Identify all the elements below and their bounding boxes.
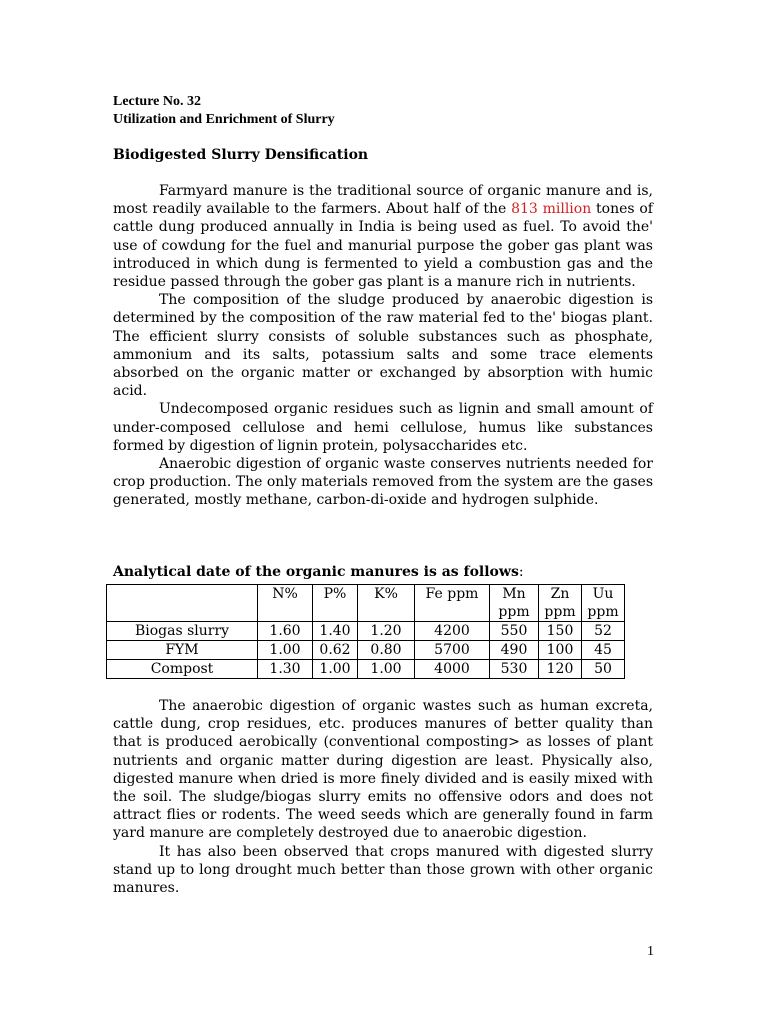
paragraph-3: Undecomposed organic residues such as lignin and small amount of under-composed cellulose and hemi cellulose, humus like substances formed by digestion of lignin protein, polysaccharides etc. [113,401,653,454]
lecture-header [113,93,335,129]
table-cell: Biogas slurry [107,622,258,641]
header-cell-fe: Fe ppm [415,585,490,622]
table-cell: 1.00 [258,641,313,660]
header-cell-name [107,585,258,622]
table-cell: 1.60 [258,622,313,641]
table-cell: 120 [539,660,582,679]
table-row [107,622,625,641]
table-header-row [107,585,625,622]
paragraph-5: The anaerobic digestion of organic wastes such as human excreta, cattle dung, crop residues, etc. produces manures of better quality than that is produced aerobically (conventional composting> as losses of plant nutrients and organic matter during digestion are least. Physically also, digested manure when dried is more finely divided and is easily mixed with the soil. The sludge/biogas slurry emits no offensive odors and does not attract flies or rodents. The weed seeds which are generally found in farm yard manure are completely destroyed due to anaerobic digestion. [113,698,653,842]
table-cell: 0.80 [358,641,415,660]
table-cell: 50 [582,660,625,679]
paragraph-1-part-b: tones of cattle dung produced annually in India is being used as fuel. To avoid the' use of cowdung for the fuel and manurial purpose the gober gas plant was introduced in which dung is fermented to yield a combustion gas and the residue passed through the gober gas plant is a manure rich in nutrients. [113,201,653,291]
table-cell: 150 [539,622,582,641]
header-cell-uu: Uu ppm [582,585,625,622]
page-number: 1 [647,944,654,959]
table-cell: 100 [539,641,582,660]
paragraph-1 [113,182,653,291]
table-cell: 4200 [415,622,490,641]
table-cell: 550 [490,622,539,641]
paragraph-6: It has also been observed that crops manured with digested slurry stand up to long drought much better than those grown with other organic manures. [113,843,653,897]
header-cell-p: P% [313,585,358,622]
table-cell: Compost [107,660,258,679]
table-caption-colon: : [518,564,524,580]
highlighted-figure: 813 million [511,201,592,218]
paragraph-4: Anaerobic digestion of organic waste conserves nutrients needed for crop production. The only materials removed from the system are the gases generated, mostly methane, carbon-di-oxide and hydrogen sulphide. [113,456,653,509]
header-cell-n: N% [258,585,313,622]
table-cell: 1.00 [358,660,415,679]
header-cell-zn: Zn ppm [539,585,582,622]
table-cell: 4000 [415,660,490,679]
body-text-block-2 [113,697,653,897]
table-cell: 490 [490,641,539,660]
table-cell: 1.30 [258,660,313,679]
table-cell: 530 [490,660,539,679]
body-text-block-1 [113,182,653,510]
table-cell: FYM [107,641,258,660]
header-cell-k: K% [358,585,415,622]
table-cell: 5700 [415,641,490,660]
table-cell: 0.62 [313,641,358,660]
table-cell: 1.20 [358,622,415,641]
table-cell: 45 [582,641,625,660]
table-caption [113,564,524,580]
manure-analysis-table [106,584,625,679]
lecture-number: Lecture No. 32 [113,94,201,109]
table-caption-text: Analytical date of the organic manures is as follows [113,564,519,580]
header-cell-mn: Mn ppm [490,585,539,622]
table-cell: 1.00 [313,660,358,679]
section-title: Biodigested Slurry Densification [113,147,369,163]
table-cell: 52 [582,622,625,641]
paragraph-2: The composition of the sludge produced by anaerobic digestion is determined by the composition of the raw material fed to the' biogas plant. The efficient slurry consists of soluble substances such as phosphate, ammonium and its salts, potassium salts and some trace elements absorbed on the organic matter or exchanged by absorption with humic acid. [113,292,653,400]
table-cell: 1.40 [313,622,358,641]
table-row [107,641,625,660]
table-row [107,660,625,679]
lecture-title: Utilization and Enrichment of Slurry [113,112,335,127]
paragraph-1-part-a: Farmyard manure is the traditional source of organic manure and is, most readily available to the farmers. About half of the [113,183,653,218]
